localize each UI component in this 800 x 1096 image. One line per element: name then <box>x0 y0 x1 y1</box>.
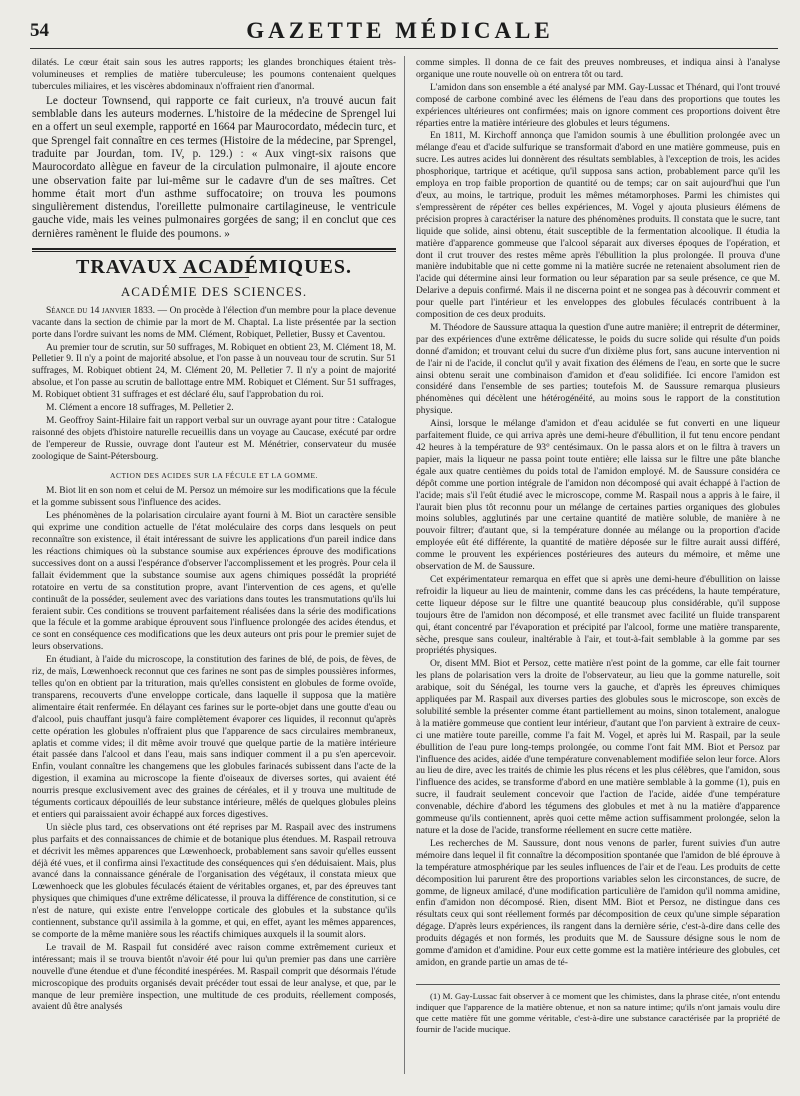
journal-title: GAZETTE MÉDICALE <box>246 18 554 43</box>
page-number: 54 <box>30 20 49 41</box>
paragraph: M. Théodore de Saussure attaqua la question d'une autre manière; il entreprit de déterminer, par des expériences d'une extrême délicatesse, le poids du sucre solide qui résulte d'un poids donné d'amidon; et trouvant celui du sucre d'un dixième plus fort, sans aucune intervention ni de l'air ni de l'acide, il conclut qu'il y avait fixation des élémens de l'eau, en sorte que le sucre ainsi obtenu serait une combinaison d'amidon et d'eau solidifiée. Ici encore l'amidon est considéré dans l'ensemble de ses parties; toutefois M. de Saussure remarqua plusieurs phénomènes qui décèlent une hétérogénéité, au moins sous le rapport de la constitution physique. <box>416 322 780 417</box>
session-paragraph <box>32 306 396 342</box>
paragraph: Le docteur Townsend, qui rapporte ce fait curieux, n'a trouvé aucun fait semblable dans les auteurs modernes. L'histoire de la médecine de Sprengel lui en a offert un seul exemple, rapporté en 1664 par Maurocordato, médecin turc, et que Sprengel fait connaître en ces termes (Histoire de la médecine, par Sprengel, traduite par Jourdan, tom. IV, p. 129.) : « Aux vingt-six raisons que Maurocordato allègue en faveur de la circulation pulmonaire, il ajoute encore une observation faite par lui-même sur le cadavre d'un de ses maîtres. Cet homme était mort d'un asthme suffocatoire; on trouva les poumons singulièrement distendus, l'oreillette pulmonaire cartilagineuse, le ventricule gauche vide, mais les veines pulmonaires gorgées de sang; il en conclut que ces dernières ramènent le fluide des poumons. » <box>32 94 396 240</box>
paragraph: Or, disent MM. Biot et Persoz, cette matière n'est point de la gomme, car elle fait tourner les plans de polarisation vers la droite de l'observateur, au lieu que la gomme naturelle, soit arabique, soit du Sénégal, les tourne vers la gauche, et d'après les épreuves chimiques appliquées par M. Raspail aux diverses parties des globules sous le microscope, son excès de solubilité semble la présenter comme étant partiellement au moins, sinon totalement, analogue à la matière gommeuse que contient leur intérieur, d'autant que l'on parvient à extraire de ceux-ci une matière toute pareille, comme l'a fait M. Vogel, et après lui M. Raspail, par la seule ébullition de l'eau pure long-temps prolongée, ou comme l'ont fait MM. Biot et Persoz par l'influence des acides, aidée d'une température convenablement modifiée selon leur force. Alors au lieu de dire, avec les traités de chimie les plus récens et les plus célèbres, que l'amidon, sous l'influence des acides, se transforme d'abord en une matière semblable à la gomme (1), puis en sucre, il faudrait seulement concevoir que l'action de l'acide, aidée d'une température convenable, déchire d'abord les tégumens des globules et met à nu la matière d'apparence gommeuse qu'ils contiennent, après quoi cette même action suffisamment prolongée, selon la nature et la dose de l'acide, transforme réellement en sucre cette matière. <box>416 659 780 836</box>
paragraph: Le travail de M. Raspail fut considéré avec raison comme extrêmement curieux et intéressant; mais il se trouva bientôt n'avoir été pour lui qu'un premier pas dans une carrière nouvelle d'une étendue et d'une fécondité inespérées. M. Raspail comprit que désormais l'étude microscopique des produits organisés devait précéder tout essai de leur analyse, et que, par le manque de leur première inspection, une multitude de ces produits, réellement composés, avaient dû être analysés <box>32 942 396 1013</box>
paragraph: Un siècle plus tard, ces observations ont été reprises par M. Raspail avec des instrumens plus parfaits et des connaissances de chimie et de botanique plus étendues. M. Raspail retrouva et décrivit les mêmes apparences que Lœwenhoeck, probablement sans savoir qu'elles eussent déjà été vues, et il confirma ainsi l'exactitude des conséquences qui s'en déduisaient. Mais, plus avancé dans la connaissance générale de l'organisation des végétaux, il constata mieux que Lœwenhoeck que les globules féculacés étaient de véritables organes, et, par des épreuves tant physiques que chimiques d'une extrême délicatesse, il prouva la différence de constitution, si ce n'est de nature, qui existe entre l'enveloppe corticale des globules et la substance qu'ils contiennent, substance qu'il assimila à la gomme, et qui, en effet, ayant les mêmes apparences, se comporte de la même manière sous les réactifs chimiques auxquels il la soumit alors. <box>32 822 396 941</box>
left-column <box>32 58 396 1080</box>
footnote-rule <box>416 984 780 985</box>
paragraph: M. Clément a encore 18 suffrages, M. Pelletier 2. <box>46 403 234 414</box>
paragraph: Cet expérimentateur remarqua en effet que si après une demi-heure d'ébullition on laisse refroidir la liqueur au lieu de maintenir, comme dans les cas précédens, la haute température, cette liqueur dépose sur le filtre une quantité beaucoup plus considérable, qu'il suppose toujours être de l'amidon non décomposé, et elle transmet avec facilité un fluide transparent qui, étant concentré par l'évaporation et précipité par l'alcool, forme une matière transparente, sèche, presque sans couleur, inaltérable à l'air, et tout-à-fait semblable à la gomme par ses propriétés physiques. <box>416 574 780 657</box>
paragraph: Au premier tour de scrutin, sur 50 suffrages, M. Robiquet en obtient 23, M. Clément 18, M. Pelletier 9. Il n'y a point de majorité absolue, et l'on passe à un nouveau tour de scrutin. Sur 51 suffrages, M. Robiquet obtient 24, M. Clément 20, M. Pelletier 7. Il n'y a point de majorité absolue, et l'on passe au scrutin de ballottage entre MM. Robiquet et Clément. Sur 51 suffrages, M. Robiquet obtient 31 suffrages et est déclaré élu, sauf l'approbation du roi. <box>32 342 396 401</box>
paragraph: En 1811, M. Kirchoff annonça que l'amidon soumis à une ébullition prolongée avec un mélange d'eau et d'acide sulfurique se transformait d'abord en une matière gommeuse, puis en sucre. Les autres acides lui donnèrent des résultats semblables, à l'exception de trois, les acides phosphorique, tartrique et acétique, qu'il supposa sans action, probablement parce qu'il les employa en trop faible proportion de quantité ou de temps; car on sait aujourd'hui que l'un d'eux, au moins, le tartrique, produit les mêmes métamorphoses. Parmi les chimistes qui s'empressèrent de répéter ces belles expériences, M. Vogel y ajouta plusieurs élémens de précision propres à caractériser la nature des phénomènes produits. Il constata que le sucre, tant liquide que solide, ainsi obtenu, était susceptible de la fermentation alcoolique. Il étudia la matière d'apparence gommeuse que l'alcool séparait aux diverses époques de l'opération, et dont il crut trouver des restes même après l'ébullition la plus prolongée. Il prouva d'une manière indubitable que ni cette gomme ni la matière sucrée ne retenaient absolument rien de l'acide qui détermine ainsi leur formation ou leur séparation par sa seule présence, ce que M. Delarive a depuis confirmé. Mais il ne discerna point et ne songea pas à découvrir comment et pour quelle part l'intérieur et les enveloppes des globules féculacés contribuent à la composition de ces deux produits. <box>416 131 780 321</box>
paragraph: Les recherches de M. Saussure, dont nous venons de parler, furent suivies d'un autre mémoire dans lequel il fit connaître la décomposition spontanée que l'amidon de blé éprouve à la température atmosphérique par les seules influences de l'air et de l'eau. Les produits de cette décomposition lui parurent être des proportions variables selon les circonstances, de sucre, de gomme, de ligneux amilacé, d'une modification particulière de l'amidon qu'il nomma amidine, enfin d'amidon non décomposé. Rien, disent MM. Biot et Persoz, ne distingue dans ces résultats ceux qui sont réellement formés par décomposition de ceux qu'une simple séparation dégage. D'après leurs expériences, ils rangent dans la dernière série, c'est-à-dire dans celle des produits dégagés et non formés, les produits que M. de Saussure désigne sous le nom de gomme d'amidon et d'amidine. Pour eux cette gomme est la matière intérieure des globules, cet amidon, en grande partie un amas de té- <box>416 838 780 968</box>
paragraph: En étudiant, à l'aide du microscope, la constitution des farines de blé, de pois, de fèves, de riz, de maïs, Lœwenhoeck reconnut que ces farines ne sont pas de simples poussières informes, telles qu'on en obtient par la trituration, mais qu'elles consistent en globules de forme ovoïde, transparens, recouverts d'une enveloppe corticale, dans laquelle il supposa que la matière alimentaire était renfermée. En délayant ces farines sur le porte-objet dans une goutte d'eau ou d'alcool, puis chauffant jusqu'à faire complètement évaporer ces liquides, il reconnut qu'après cette opération les globules n'offraient plus que l'apparence de sacs circulaires membraneux, aplatis et comme vides; il dit même avoir trouvé que quelque partie de la matière intérieure était passée dans l'alcool et dans l'eau, mais sans indiquer comment il a pu s'en apercevoir. Enfin, voulant connaître les changemens que les globules farinacés subissent dans l'acte de la digestion, il examina au microscope la fiente d'oiseaux de diverses sortes, qui avaient été nourris presque exclusivement avec des graines de céréales, et il y trouva une multitude de téguments corticaux dépouillés de leur substance intérieure, mêlés de quelques globules pleins et entiers qui paraissaient avoir échappé aux forces digestives. <box>32 655 396 820</box>
header-rule <box>30 48 778 49</box>
footnote: (1) M. Gay-Lussac fait observer à ce moment que les chimistes, dans la phrase citée, n'ont entendu indiquer que l'apparence de la matière obtenue, et non sa nature intime; qu'ils n'ont jamais voulu dire que cette matière fût une gomme véritable, c'est-à-dire une substance caractérisée par la propriété de fournir de l'acide mucique. <box>416 990 780 1034</box>
paragraph: L'amidon dans son ensemble a été analysé par MM. Gay-Lussac et Thénard, qui l'ont trouvé composé de carbone combiné avec les élémens de l'eau dans des proportions que toutes les expériences ultérieures ont confirmées; mais on ignore comment ces proportions doivent être réparties entre la matière intérieure des globules et leurs tégumens. <box>416 82 780 129</box>
session-date: Séance du 14 janvier 1833. <box>46 305 155 316</box>
subsection-title: ACADÉMIE DES SCIENCES. <box>120 283 308 299</box>
paragraph: M. Biot lit en son nom et celui de M. Persoz un mémoire sur les modifications que la fécule et la gomme subissent sous l'influence des acides. <box>32 486 396 509</box>
section-rule <box>32 248 396 250</box>
section-rule <box>32 251 396 252</box>
paragraph: Ainsi, lorsque le mélange d'amidon et d'eau acidulée se fut converti en une liqueur parfaitement fluide, ce qui arriva après une demi-heure d'ébullition, il fut tenu encore pendant 42 heures à la température de 93° centésimaux. On le passa alors et on le filtra à travers un papier, mais la liqueur ne passa point toute entière; elle laissa sur le filtre une pâte blanche égale aux quatre centièmes du poids total de l'amidon employé. M. de Saussure considéra ce dépôt comme une portion intégrale de l'amidon non décomposé qui avait échappé à l'action de l'acide; mais s'il l'eût étudié avec le microscope, comme M. Raspail nous a appris à le faire, il l'aurait bien plus tôt reconnu pour un mélange de certaines parties organiques des globules moins solubles, agglutinés par une certaine quantité de matière soluble, de manière à ne pouvoir filtrer; d'autant que, si la température donnée au mélange ou la proportion d'acide employée eût été différente, la quantité de matière déposée sur le filtre aurait aussi différé, comme le prouvent les expériences postérieures des auteurs du mémoire, et même une observation de M. de Saussure. <box>416 419 780 573</box>
paragraph: comme simples. Il donna de ce fait des preuves nombreuses, et indiqua ainsi à l'analyse organique une route nouvelle où on entrera tôt ou tard. <box>416 58 780 80</box>
paragraph: dilatés. Le cœur était sain sous les autres rapports; les glandes bronchiques étaient très-volumineuses et remplies de matière tuberculeuse; les poumons contenaient quelques tubercules miliaires, et les viscères abdominaux n'offraient rien d'anormal. <box>32 58 396 92</box>
page-header <box>30 18 770 52</box>
right-column <box>416 58 780 1080</box>
column-divider <box>404 56 405 1074</box>
article-heading: ACTION DES ACIDES SUR LA FÉCULE ET LA GOMME. <box>110 470 318 480</box>
section-title: TRAVAUX ACADÉMIQUES. <box>76 255 352 278</box>
paragraph: Les phénomènes de la polarisation circulaire ayant fourni à M. Biot un caractère sensible qui exprime une condition actuelle de l'état moléculaire des corps dans lesquels on peut reconnaître son existence, il était intéressant de suivre les applications d'un pareil indice dans les réactions chimiques où la substance soumise aux expériences éprouve des modifications successives dont on a aussi l'espérance d'observer l'accomplissement et les progrès. Pour cela il fallait évidemment que la substance soumise aux agens chimiques possédât la propriété rotatoire en vertu de sa constitution propre, avant l'intervention de ces agens, et qu'elle continuât de la posséder, seulement avec des variations dans toutes les transmutations qu'ils lui feraient subir. Ces conditions se trouvent parfaitement réalisées dans la série des modifications que la fécule et la gomme arabique éprouvent sous l'influence prolongée des acides étendus, et ce sont en conséquence ces modifications que les deux auteurs ont pris pour le premier sujet de leurs observations. <box>32 511 396 653</box>
paragraph: M. Geoffroy Saint-Hilaire fait un rapport verbal sur un ouvrage ayant pour titre : Catalogue raisonné des objets d'histoire naturelle recueillis dans un voyage au Caucase, exécuté par ordre de l'empereur de Russie, ouvrage dont l'auteur est M. Ménétrier, conservateur du musée zoologique de Saint-Pétersbourg. <box>32 415 396 462</box>
session-text: — On procède à l'élection d'un membre pour la place devenue vacante dans la section de chimie par la mort de M. Chaptal. La liste présentée par la section porte dans l'ordre suivant les noms de MM. Clément, Robiquet, Pelletier, Bussy et Caventou. <box>32 305 396 340</box>
